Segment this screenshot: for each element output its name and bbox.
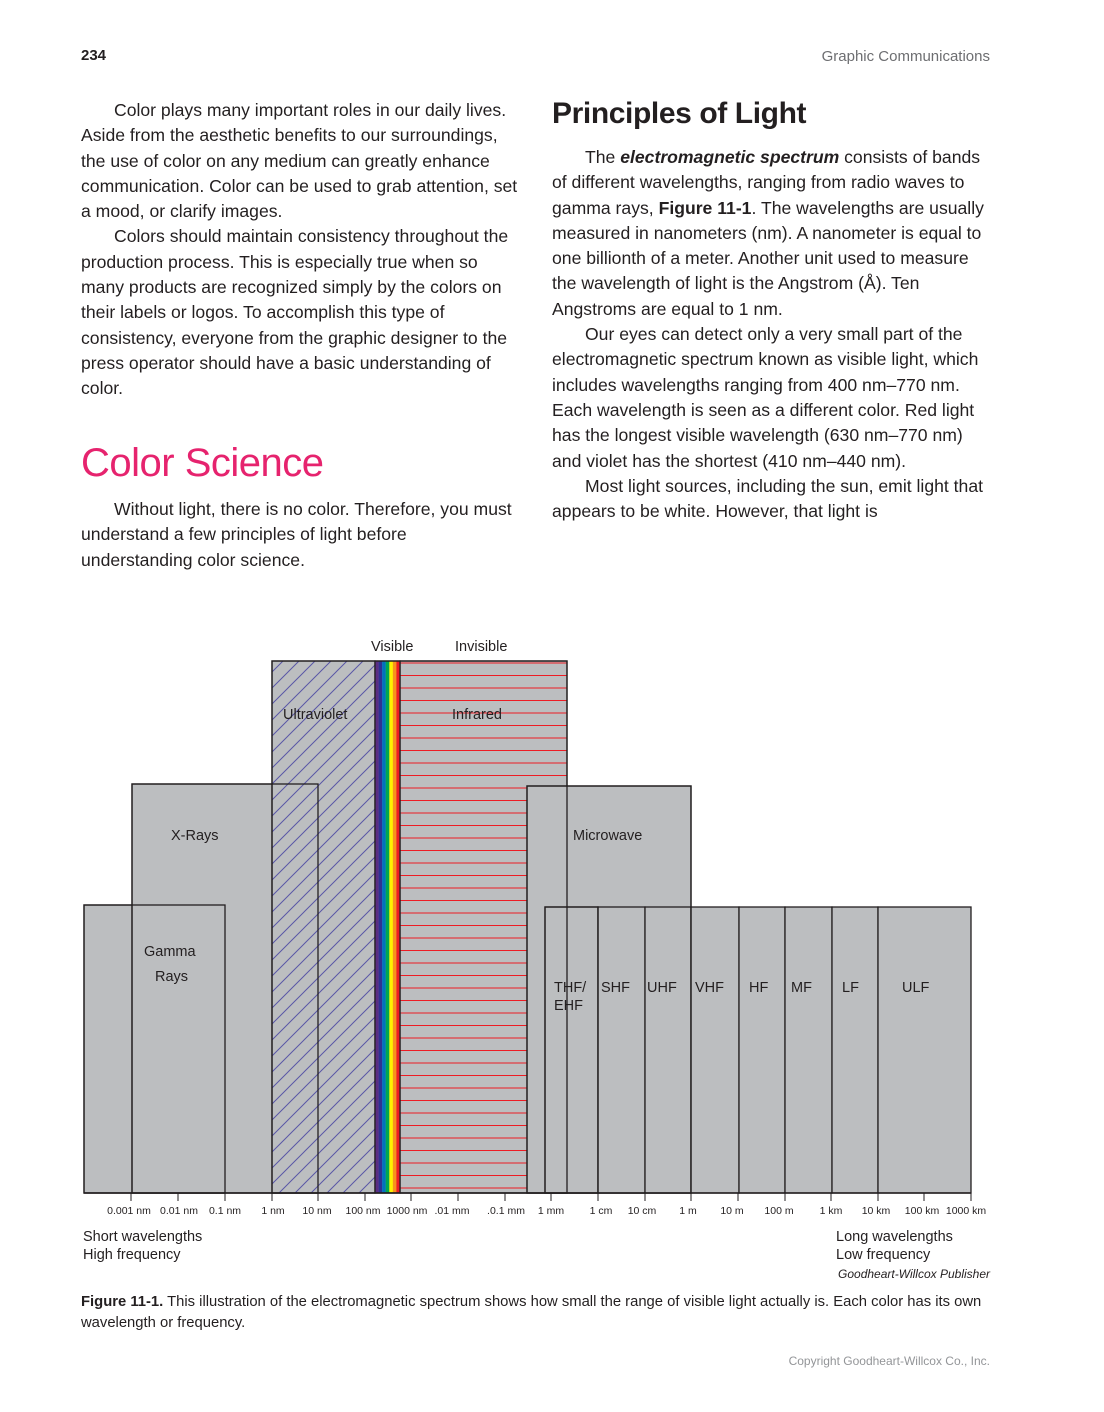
axis-tick-label: 1 mm (537, 1205, 565, 1217)
running-header: Graphic Communications (821, 48, 990, 65)
label-hf: HF (749, 980, 769, 996)
axis-tick-label: .01 mm (434, 1205, 470, 1217)
axis-tick-label: 1 m (679, 1205, 697, 1217)
label-thf-line2: EHF (554, 998, 583, 1014)
figure-caption (81, 1292, 991, 1334)
long-wavelengths-label: Long wavelengths (836, 1229, 953, 1245)
axis-tick-label: 0.001 nm (107, 1205, 151, 1217)
figure-credit: Goodheart-Willcox Publisher (838, 1267, 990, 1281)
color-science-paragraph: Without light, there is no color. Therefore, you must understand a few principles of light before understanding color science. (81, 499, 512, 570)
p1-mid: consists of bands of different wavelengths, ranging from radio waves to gamma rays, (552, 147, 981, 218)
axis-tick-label: 0.01 nm (160, 1205, 198, 1217)
label-shf: SHF (601, 980, 630, 996)
label-gamma-line1: Gamma (144, 944, 196, 960)
intro-paragraph-1: Color plays many important roles in our daily lives. Aside from the aesthetic benefits to our surroundings, the use of color on any medium can greatly enhance communication. Color can be used to grab attention, set a mood, or clarify images. (81, 100, 518, 222)
principles-paragraph-2: Our eyes can detect only a very small part of the electromagnetic spectrum known as visible light, which includes wavelengths ranging from 400 nm–770 nm. Each wavelength is seen as a different color. Red light has the longest visible wavelength (630 nm–770 nm) and violet has the shortest (410 nm–440 nm). (552, 324, 979, 471)
low-frequency-label: Low frequency (836, 1247, 931, 1263)
spectrum-axis (84, 1193, 986, 1217)
label-gamma-line2: Rays (155, 969, 189, 985)
axis-tick-label: 10 km (861, 1205, 891, 1217)
visible-color-stripe (386, 661, 390, 1193)
invisible-label: Invisible (455, 639, 508, 655)
copyright: Copyright Goodheart-Willcox Co., Inc. (788, 1354, 990, 1368)
visible-color-stripe (393, 661, 397, 1193)
lf-band (832, 907, 878, 1193)
section-heading-color-science: Color Science (81, 441, 324, 485)
axis-tick-label: 1000 km (945, 1205, 987, 1217)
mf-band (785, 907, 832, 1193)
axis-tick-label: 10 cm (627, 1205, 657, 1217)
section-heading-principles-of-light: Principles of Light (552, 97, 807, 130)
shf-band (598, 907, 645, 1193)
ulf-band (878, 907, 971, 1193)
caption-title: Figure 11-1. (81, 1294, 164, 1310)
label-lf: LF (842, 980, 859, 996)
label-infrared: Infrared (452, 707, 502, 723)
axis-tick-label: 100 m (764, 1205, 794, 1217)
label-ulf: ULF (902, 980, 930, 996)
axis-tick-label: 1000 nm (386, 1205, 428, 1217)
visible-color-stripe (382, 661, 386, 1193)
hf-band (739, 907, 785, 1193)
visible-color-stripe (389, 661, 393, 1193)
principles-paragraph-3: Most light sources, including the sun, emit light that appears to be white. However, that light is (552, 475, 984, 522)
thf-band (545, 907, 598, 1193)
label-thf-line1: THF/ (554, 980, 587, 996)
page-number: 234 (81, 47, 107, 64)
high-frequency-label: High frequency (83, 1247, 181, 1263)
intro-paragraph-2: Colors should maintain consistency throughout the production process. This is especially true when so many products are recognized simply by the colors on their labels or logos. To accomplish this type of consistency, everyone from the graphic designer to the press operator should have a basic understanding of color. (81, 226, 509, 399)
label-vhf: VHF (695, 980, 724, 996)
figure-reference: Figure 11-1 (658, 197, 752, 218)
vhf-band (691, 907, 739, 1193)
axis-tick-label: .0.1 mm (487, 1205, 525, 1217)
label-mf: MF (791, 980, 812, 996)
axis-tick-label: 100 nm (345, 1205, 381, 1217)
axis-tick-label: 1 nm (261, 1205, 285, 1217)
label-ultraviolet: Ultraviolet (283, 707, 348, 723)
axis-tick-label: 10 m (720, 1205, 744, 1217)
short-wavelengths-label: Short wavelengths (83, 1229, 203, 1245)
caption-text: This illustration of the electromagnetic spectrum shows how small the range of visible light actually is. Each color has its own wavelength or frequency. (81, 1294, 982, 1331)
visible-label: Visible (371, 639, 414, 655)
p1-start: The (585, 147, 621, 167)
label-uhf: UHF (647, 980, 677, 996)
uhf-band (645, 907, 691, 1193)
label-microwave: Microwave (573, 828, 643, 844)
axis-tick-label: 10 nm (302, 1205, 332, 1217)
p1-end: . The wavelengths are usually measured in nanometers (nm). A nanometer is equal to one billionth of a meter. Another unit used to measure the wavelength of light is the Angstrom (Å). Ten Angstroms are equal to 1 nm. (552, 197, 984, 319)
axis-tick-label: 0.1 nm (208, 1205, 242, 1217)
ultraviolet-band (272, 661, 375, 1193)
axis-tick-label: 1 km (819, 1205, 843, 1217)
spectrum-bands (84, 661, 971, 1193)
visible-color-stripe (379, 661, 383, 1193)
axis-tick-label: 1 cm (589, 1205, 613, 1217)
label-xrays: X-Rays (171, 828, 219, 844)
term-electromagnetic-spectrum: electromagnetic spectrum (620, 147, 840, 167)
axis-tick-label: 100 km (904, 1205, 940, 1217)
